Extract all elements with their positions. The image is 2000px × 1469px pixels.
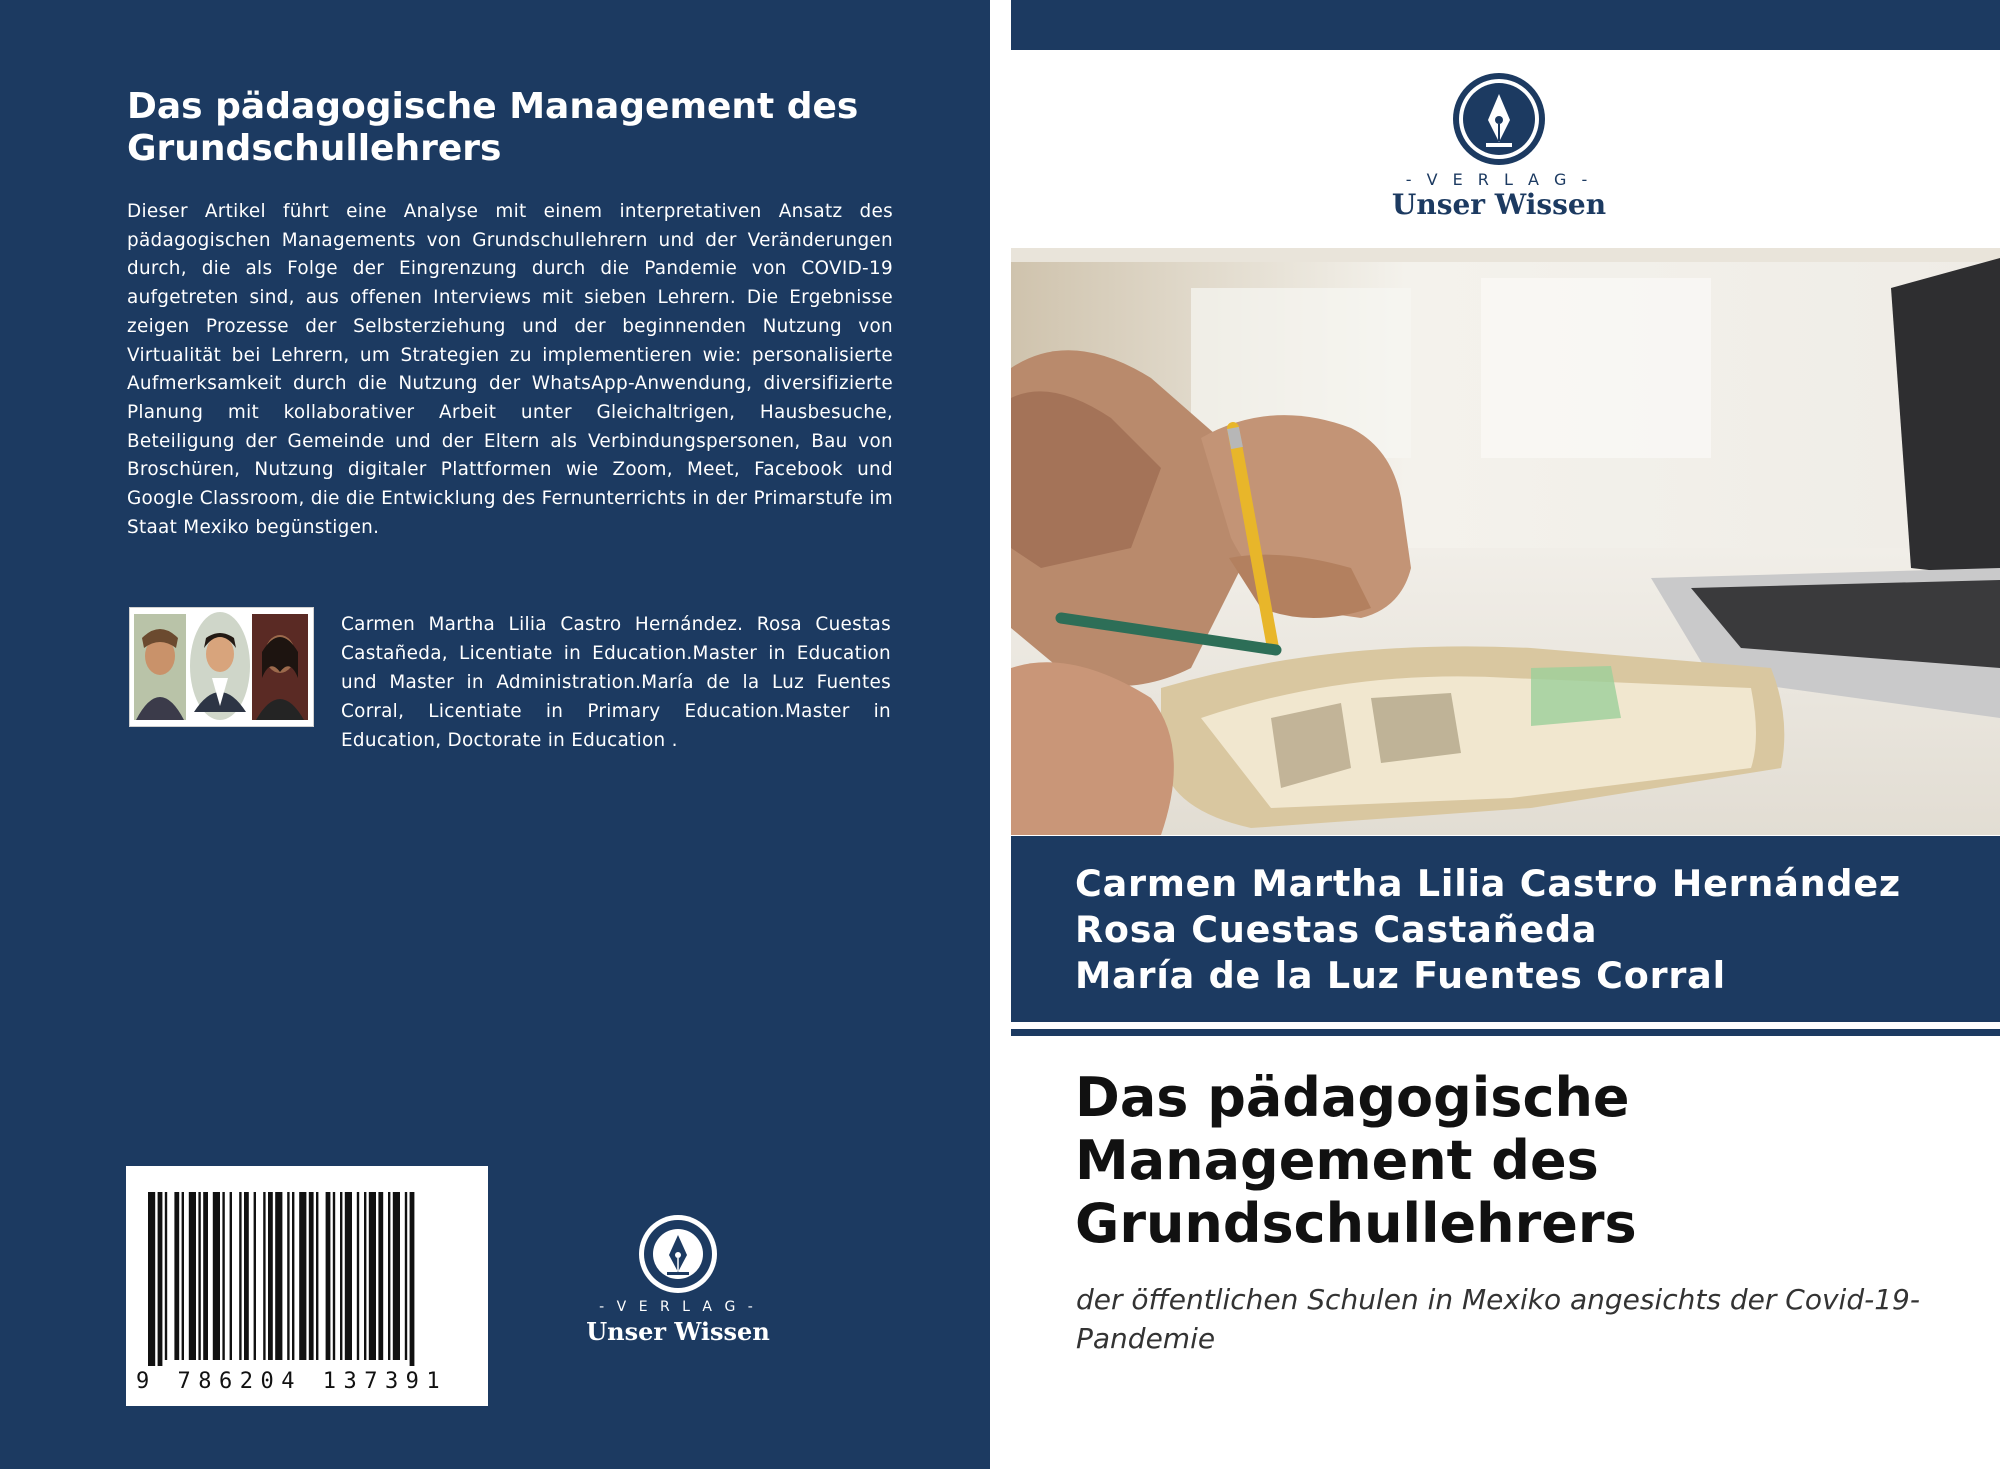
barcode-bar — [182, 1192, 184, 1360]
barcode-bars — [126, 1166, 488, 1366]
pen-nib-icon — [583, 1215, 773, 1297]
barcode-bar — [378, 1192, 383, 1360]
barcode-bar — [165, 1192, 167, 1360]
barcode-bar — [203, 1192, 208, 1360]
front-logo-name: Unser Wissen — [1391, 188, 1607, 221]
front-publisher-logo — [1389, 72, 1609, 222]
barcode-bar — [299, 1192, 306, 1360]
barcode-bar — [369, 1192, 376, 1360]
authors-photo — [129, 607, 314, 727]
barcode-number: 9 786204 137391 — [136, 1369, 448, 1394]
barcode-bar — [309, 1192, 314, 1360]
back-cover — [0, 0, 990, 1469]
back-cover-title: Das pädagogische Management des Grundschullehrers — [127, 86, 859, 169]
barcode-bar — [316, 1192, 318, 1360]
author-name-2: Rosa Cuestas Castañeda — [1075, 908, 1598, 951]
barcode-bar — [333, 1192, 335, 1360]
barcode-bar — [213, 1192, 220, 1360]
author-bio: Carmen Martha Lilia Castro Hernández. Rosa Cuestas Castañeda, Licentiate in Education.Master in Education und Master in Administration.María de la Luz Fuentes Corral, Licentiate in Primary Education.Master in Education, Doctorate in Education . — [341, 614, 891, 751]
author-name-3: María de la Luz Fuentes Corral — [1075, 954, 1726, 997]
barcode-bar — [148, 1192, 155, 1366]
barcode — [126, 1166, 488, 1406]
barcode-bar — [244, 1192, 249, 1360]
barcode-bar — [254, 1192, 256, 1360]
barcode-bar — [239, 1192, 241, 1360]
barcode-bar — [275, 1192, 282, 1360]
barcode-bar — [326, 1192, 331, 1360]
barcode-bar — [364, 1192, 366, 1360]
front-logo-verlag: - V E R L A G - — [1405, 170, 1593, 189]
cover-photo — [1011, 248, 2000, 835]
cover-photo-image — [1011, 248, 2000, 835]
pen-nib-icon — [1389, 72, 1609, 172]
barcode-bar — [174, 1192, 179, 1360]
barcode-bar — [198, 1192, 200, 1360]
barcode-bar — [263, 1192, 265, 1360]
barcode-bar — [287, 1192, 289, 1360]
barcode-bar — [230, 1192, 232, 1360]
back-logo-name: Unser Wissen — [586, 1317, 770, 1346]
front-cover-subtitle: der öffentlichen Schulen in Mexiko angesichts der Covid-19-Pandemie — [1076, 1283, 1920, 1355]
barcode-bar — [292, 1192, 294, 1360]
barcode-bar — [158, 1192, 163, 1366]
barcode-bar — [189, 1192, 196, 1360]
back-cover-abstract: Dieser Artikel führt eine Analyse mit einem interpretativen Ansatz des pädagogischen Managements von Grundschullehrern und der Veränderungen durch, die als Folge der Eingrenzung durch die Pandemie von COVID-19 aufgetreten sind, aus offenen Interviews mit sieben Lehrern. Die Ergebnisse zeigen Prozesse der Selbsterziehung und der beginnenden Nutzung von Virtualität bei Lehrern, um Strategien zu implementieren wie: personalisierte Aufmerksamkeit durch die Nutzung der WhatsApp-Anwendung, diversifizierte Planung mit kollaborativer Arbeit unter Gleichaltrigen, Hausbesuche, Beteiligung der Gemeinde und der Eltern als Verbindungspersonen, Bau von Broschüren, Nutzung digitaler Plattformen wie Zoom, Meet, Facebook und Google Classroom, die die Entwicklung des Fernunterrichts in der Primarstufe im Staat Mexiko begünstigen. — [127, 201, 893, 538]
barcode-bar — [268, 1192, 273, 1360]
authors-portrait-image — [130, 608, 313, 726]
barcode-bar — [388, 1192, 390, 1360]
authors-band — [1011, 836, 2000, 1022]
barcode-bar — [222, 1192, 224, 1360]
spine-gap — [990, 0, 1010, 1469]
divider-line — [1011, 1029, 2000, 1036]
barcode-bar — [340, 1192, 342, 1360]
back-logo-verlag: - V E R L A G - — [599, 1299, 757, 1315]
author-name-1: Carmen Martha Lilia Castro Hernández — [1075, 862, 1901, 905]
barcode-bar — [405, 1192, 407, 1360]
barcode-bar — [345, 1192, 352, 1360]
barcode-bar — [410, 1192, 415, 1366]
front-cover-title: Das pädagogische Management des Grundschullehrers — [1075, 1066, 1637, 1255]
barcode-bar — [393, 1192, 400, 1360]
back-publisher-logo — [583, 1215, 773, 1345]
front-top-bar — [1011, 0, 2000, 50]
barcode-bar — [357, 1192, 359, 1360]
